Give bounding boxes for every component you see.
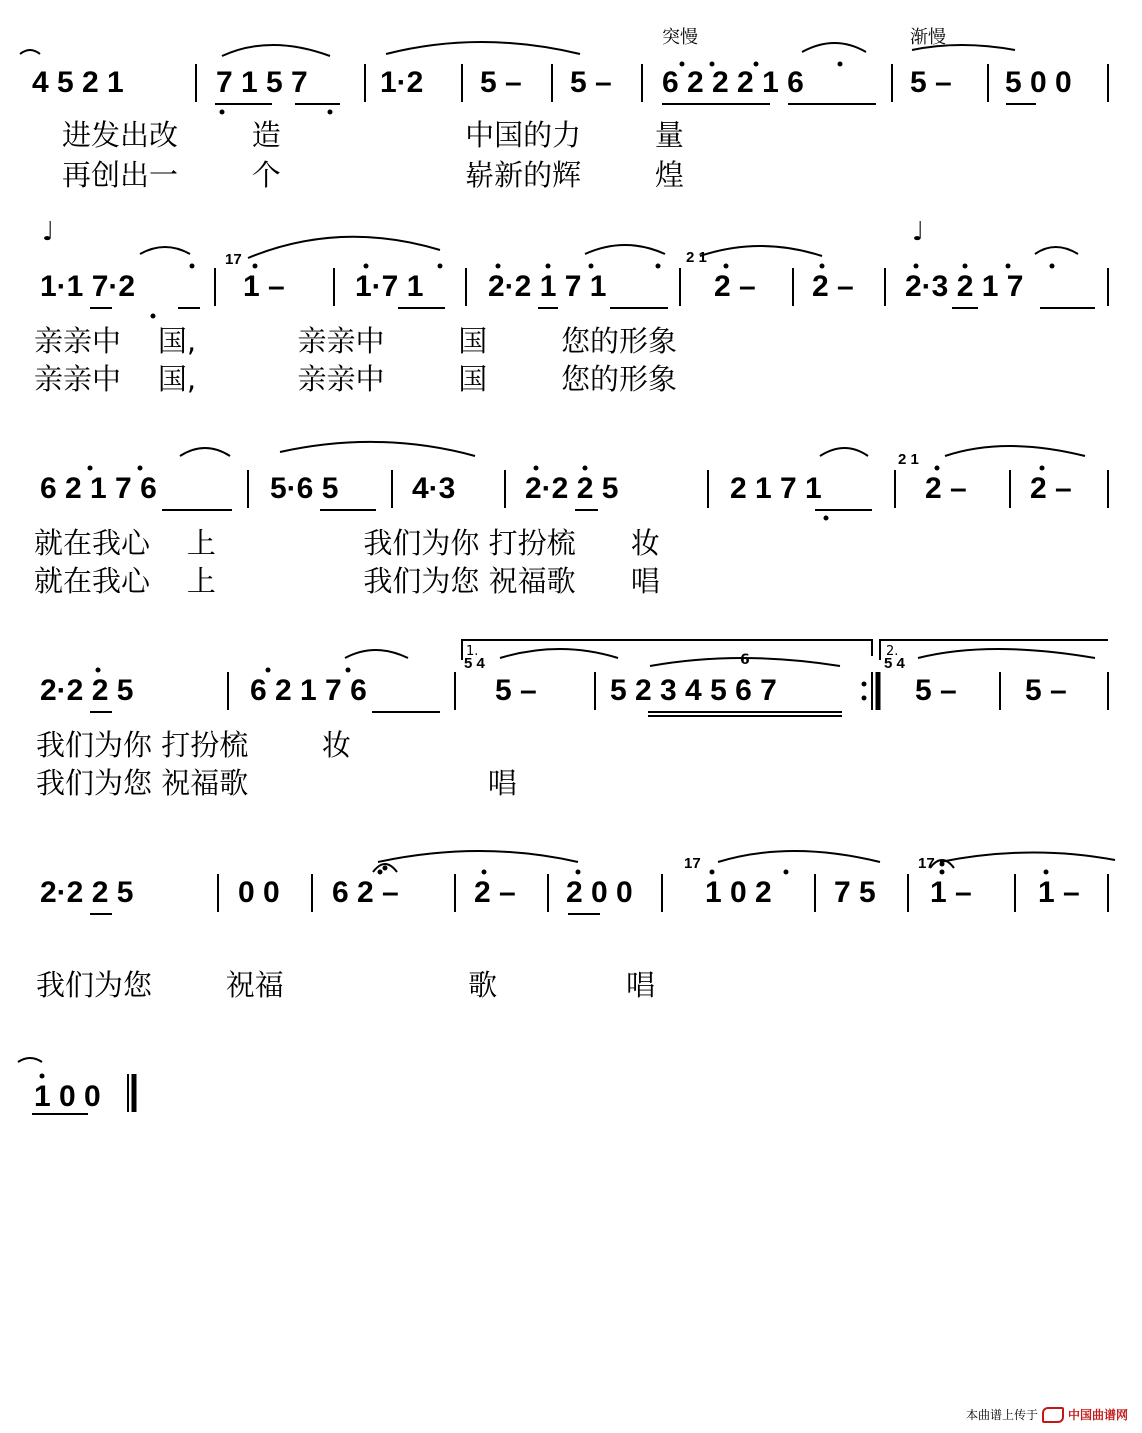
tempo-mark-gradually-slow: 渐慢 <box>910 27 946 48</box>
grace-note: 2 1 <box>686 249 707 266</box>
measure-notes: 0 0 <box>238 876 280 909</box>
footer-credit <box>966 1406 1128 1423</box>
measure-notes: 2 – <box>1030 472 1072 505</box>
measure-notes: 5 – <box>1025 674 1067 707</box>
measure-notes: 2 1 7 1 <box>730 472 822 505</box>
measure-notes: 4 5 2 1 <box>32 66 124 99</box>
measure-notes: 4·3 <box>412 472 456 505</box>
system-2-notes <box>0 270 1142 310</box>
site-logo-icon <box>1042 1407 1064 1423</box>
measure-notes: 5·6 5 <box>270 472 339 505</box>
measure-notes: 2 0 0 <box>566 876 633 909</box>
measure-notes: 6 2 2 2 1 6 <box>662 66 804 99</box>
measure-notes: 5 2 3 4 5 6 7 <box>610 674 777 707</box>
system-6-notes <box>0 1080 1142 1120</box>
measure-notes: 5 – <box>910 66 952 99</box>
tempo-mark-sudden-slow: 突慢 <box>662 27 698 48</box>
measure-notes: 7 5 <box>834 876 876 909</box>
measure-notes: 1 – <box>930 876 972 909</box>
lyrics-verse-2: 亲亲中 国, 亲亲中 国 您的形象 <box>34 362 677 396</box>
system-5-notes <box>0 876 1142 916</box>
measure-notes: 2 – <box>812 270 854 303</box>
grace-note: 5 4 <box>464 655 485 672</box>
measure-notes: 1 – <box>243 270 285 303</box>
measure-notes: 1 0 2 <box>705 876 772 909</box>
measure-notes: 5 – <box>495 674 537 707</box>
system-4-notes <box>0 674 1142 714</box>
lyrics-verse-1: 亲亲中 国, 亲亲中 国 您的形象 <box>34 324 677 358</box>
measure-notes: 1·1 7·2 <box>40 270 136 303</box>
volta-1-label: 1. <box>466 644 479 659</box>
measure-notes: 2 – <box>474 876 516 909</box>
measure-notes: 2·2 2 5 <box>525 472 619 505</box>
system-1-notes <box>0 66 1142 106</box>
measure-notes: 1·7 1 <box>355 270 424 303</box>
grace-note: 17 <box>684 855 701 872</box>
measure-notes: 2 – <box>925 472 967 505</box>
measure-notes: 6 2 1 7 6 <box>250 674 367 707</box>
measure-notes: 5 – <box>915 674 957 707</box>
grace-note: 5 4 <box>884 655 905 672</box>
footer-site-link[interactable]: 中国曲谱网 <box>1067 1408 1128 1422</box>
measure-notes: 2 – <box>714 270 756 303</box>
lyrics-verse-1: 我们为您 祝福 歌 唱 <box>36 968 656 1002</box>
measure-notes: 6 2 1 7 6 <box>40 472 157 505</box>
measure-notes: 7 1 5 7 <box>216 66 308 99</box>
footer-uploaded-text: 本曲谱上传于 <box>965 1408 1038 1422</box>
grace-note: 17 <box>225 251 242 268</box>
volta-2-label: 2. <box>886 644 899 659</box>
lyrics-verse-2: 就在我心 上 我们为您 祝福歌 唱 <box>34 564 660 598</box>
measure-notes: 1·2 <box>380 66 424 99</box>
measure-notes: 1 – <box>1038 876 1080 909</box>
grace-note: 2 1 <box>898 451 919 468</box>
tuplet-label: 6 <box>740 652 750 668</box>
lyrics-verse-2: 再创出一 个 崭新的辉 煌 <box>62 158 684 192</box>
measure-notes: 2·2 1 7 1 <box>488 270 607 303</box>
quarter-note-icon: ♩ <box>912 217 925 247</box>
lyrics-verse-1: 进发出改 造 中国的力 量 <box>62 118 684 152</box>
measure-notes: 2·2 2 5 <box>40 876 134 909</box>
lyrics-verse-1: 我们为你 打扮梳 妆 <box>36 728 351 762</box>
system-3-notes <box>0 472 1142 512</box>
measure-notes: 5 0 0 <box>1005 66 1072 99</box>
measure-notes: 6 2 – <box>332 876 399 909</box>
measure-notes: 5 – <box>570 66 612 99</box>
lyrics-verse-1: 就在我心 上 我们为你 打扮梳 妆 <box>34 526 660 560</box>
measure-notes: 2·3 2 1 7 <box>905 270 1024 303</box>
quarter-note-icon: ♩ <box>42 217 55 247</box>
measure-notes: 1 0 0 <box>34 1080 101 1113</box>
lyrics-verse-2: 我们为您 祝福歌 唱 <box>36 766 517 800</box>
grace-note: 17 <box>918 855 935 872</box>
measure-notes: 2·2 2 5 <box>40 674 134 707</box>
measure-notes: 5 – <box>480 66 522 99</box>
